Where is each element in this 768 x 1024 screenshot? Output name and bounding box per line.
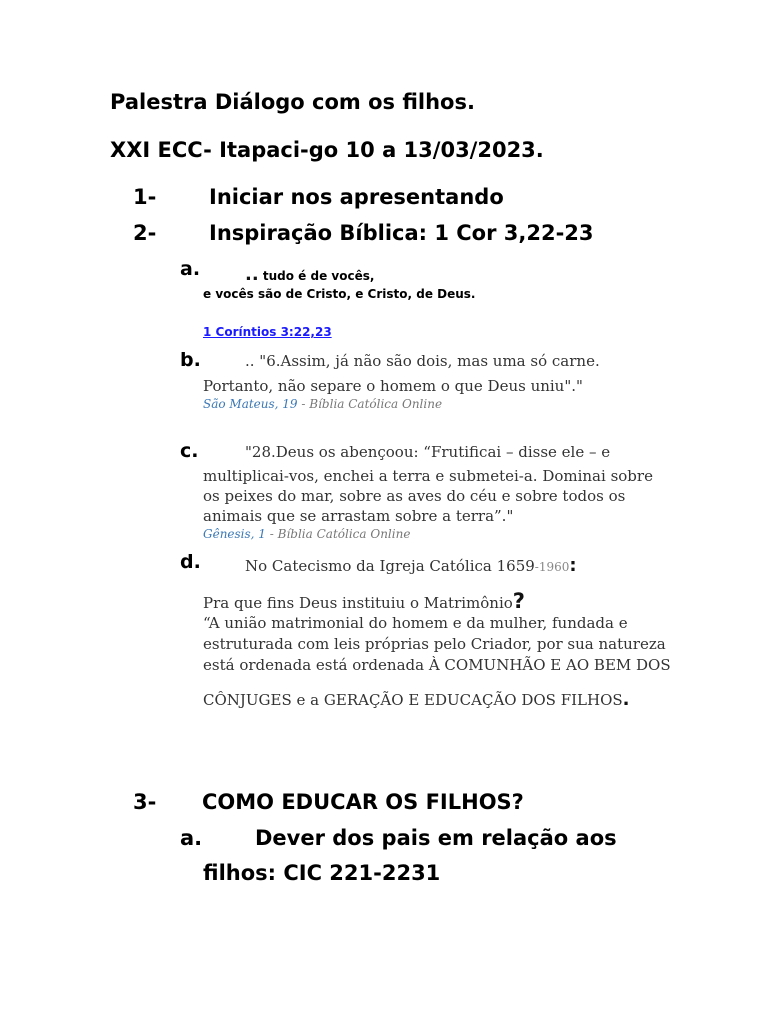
sub-c-line1: "28.Deus os abençoou: “Frutificai – disse ele – e: [245, 443, 611, 461]
sub-d-quote-line2: estruturada com leis próprias pelo Criador, por sua natureza: [203, 635, 666, 653]
sub-d-question: [203, 589, 525, 613]
sub-b-line2: Portanto, não separe o homem o que Deus uniu".": [203, 377, 583, 395]
item-3-text: COMO EDUCAR OS FILHOS?: [202, 790, 524, 814]
sub-c-line2: multiplicai-vos, enchei a terra e submetei-a. Dominai sobre: [203, 467, 653, 485]
sub-a-letter: a.: [180, 258, 201, 280]
sub-d-question-text: Pra que fins Deus instituiu o Matrimônio: [203, 594, 513, 612]
sub-b-line1: .. "6.Assim, já não são dois, mas uma só carne.: [245, 352, 600, 370]
item-3a-line1: Dever dos pais em relação aos: [255, 826, 617, 850]
item-3-number: 3-: [133, 790, 157, 814]
sub-a-line1: [245, 264, 374, 285]
item-1-number: 1-: [133, 185, 157, 209]
bible-reference-link[interactable]: 1 Coríntios 3:22,23: [203, 325, 332, 339]
sub-d-line1: [245, 555, 577, 576]
sub-b-source-link[interactable]: São Mateus, 19: [203, 397, 298, 411]
sub-c-source-link[interactable]: Gênesis, 1: [203, 527, 266, 541]
sub-d-quote-line3: está ordenada está ordenada À COMUNHÃO E AO BEM DOS: [203, 656, 671, 674]
sub-b-letter: b.: [180, 349, 201, 371]
sub-c-source: [203, 527, 410, 541]
item-2-text: Inspiração Bíblica: 1 Cor 3,22-23: [209, 221, 594, 245]
sub-b-source: [203, 397, 442, 411]
sub-d-line1-text: No Catecismo da Igreja Católica 1659: [245, 557, 535, 575]
sub-d-quote-line4-mark: .: [622, 689, 630, 710]
sub-d-quote-line4: [203, 689, 630, 710]
sub-c-source-rest: - Bíblia Católica Online: [265, 527, 411, 541]
item-1-text: Iniciar nos apresentando: [209, 185, 504, 209]
sub-d-quote-line1: “A união matrimonial do homem e da mulher, fundada e: [203, 614, 628, 632]
sub-c-line3: os peixes do mar, sobre as aves do céu e sobre todos os: [203, 487, 626, 505]
item-2-number: 2-: [133, 221, 157, 245]
page-subtitle: XXI ECC- Itapaci-go 10 a 13/03/2023.: [110, 138, 544, 162]
sub-c-letter: c.: [180, 440, 199, 462]
sub-d-line1-small: -1960: [534, 560, 570, 574]
sub-c-line4: animais que se arrastam sobre a terra”.": [203, 507, 514, 525]
sub-a-line2: e vocês são de Cristo, e Cristo, de Deus.: [203, 287, 476, 301]
item-3a-line2: filhos: CIC 221-2231: [203, 861, 441, 885]
sub-d-quote-line4-text: CÔNJUGES e a GERAÇÃO E EDUCAÇÃO DOS FILHOS: [203, 691, 623, 709]
page-title: Palestra Diálogo com os filhos.: [110, 90, 475, 114]
sub-d-line1-mark: :: [569, 555, 577, 576]
sub-d-letter: d.: [180, 551, 201, 573]
sub-a-dots: ..: [245, 264, 259, 285]
sub-a-line1-text: tudo é de vocês,: [262, 269, 375, 283]
sub-b-source-rest: - Bíblia Católica Online: [297, 397, 443, 411]
item-3a-letter: a.: [180, 826, 203, 850]
sub-d-question-mark: ?: [512, 589, 525, 613]
